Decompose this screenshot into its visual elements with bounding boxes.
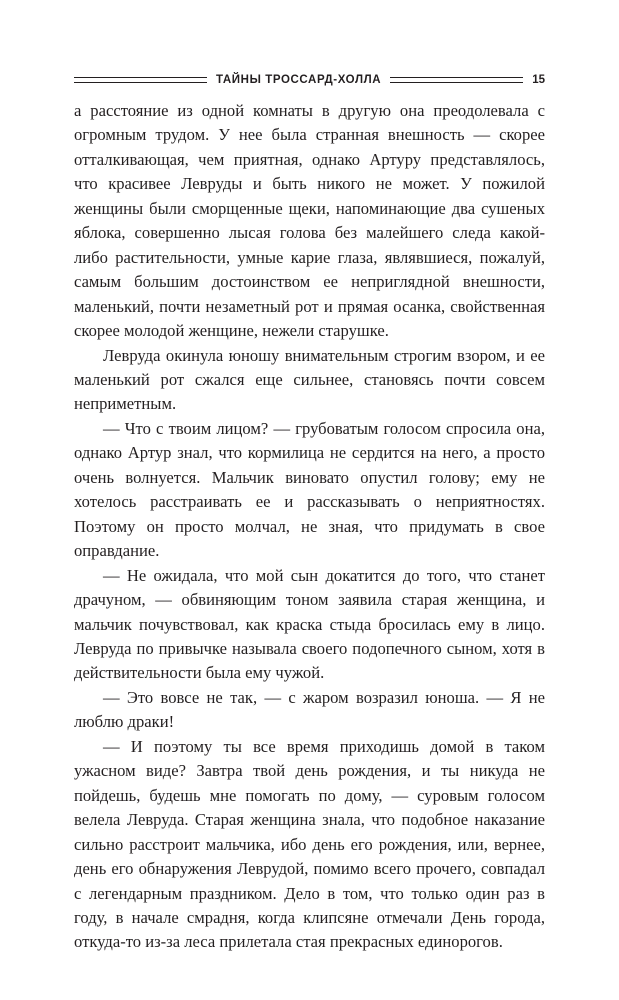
paragraph: — Не ожидала, что мой сын докатится до того, что станет драчуном, — обвиняющим тоном заявила старая женщина, и мальчик почувствовал, как краска стыда бросилась ему в лицо. Левруда по привычке называла своего подопечного сыном, хотя в действительности была ему чужой. <box>74 565 545 683</box>
paragraph: а расстояние из одной комнаты в другую она преодолевала с огромным трудом. У нее была странная внешность — скорее отталкивающая, чем приятная, однако Артуру представлялось, что красивее Левруды и быть никого не может. У пожилой женщины были сморщенные щеки, напоминающие два сушеных яблока, совершенно лысая голова без малейшего следа какой-либо растительности, умные карие глаза, являвшиеся, пожалуй, самым большим достоинством ее неприглядной внешности, маленький, почти незаметный рот и прямая осанка, свойственная скорее молодой женщине, нежели старушке. <box>74 101 545 341</box>
page-number: 15 <box>532 74 545 86</box>
paragraph: — Что с твоим лицом? — грубоватым голосом спросила она, однако Артур знал, что кормилица не сердится на него, а просто очень волнуется. Мальчик виновато опустил голову; ему не хотелось расстраивать ее и рассказывать о неприятностях. Поэтому он просто молчал, не зная, что придумать в свое оправдание. <box>74 418 545 561</box>
book-title: ТАЙНЫ ТРОССАРД-ХОЛЛА <box>216 74 382 86</box>
paragraph: Левруда окинула юношу внимательным строгим взором, и ее маленький рот сжался еще сильнее, становясь почти совсем неприметным. <box>74 345 545 414</box>
header-rule-left <box>74 77 207 83</box>
paragraph: — Это вовсе не так, — с жаром возразил юноша. — Я не люблю драки! <box>74 687 545 732</box>
paragraph: — И поэтому ты все время приходишь домой в таком ужасном виде? Завтра твой день рождения, и ты никуда не пойдешь, будешь мне помогать по дому, — суровым голосом велела Левруда. Старая женщина знала, что подобное наказание сильно расстроит мальчика, ибо день его рождения, или, вернее, день его обнаружения Леврудой, помимо всего прочего, совпадал с легендарным праздником. Дело в том, что только один раз в году, в начале смрадня, когда клипсяне отмечали День города, откуда-то из-за леса прилетала стая прекрасных единорогов. <box>74 736 545 952</box>
header-rule-right <box>390 77 523 83</box>
running-header <box>74 72 545 88</box>
page-text <box>74 99 545 955</box>
